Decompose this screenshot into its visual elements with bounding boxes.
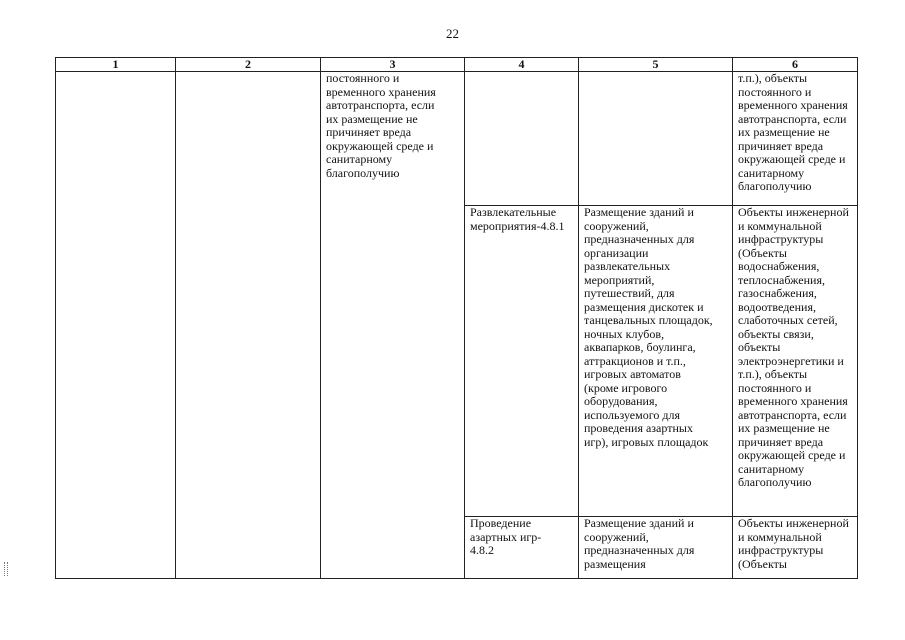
cell-col6 [733,72,858,206]
cell-text: Объекты инженерной и коммунальной инфраструктуры (Объекты [738,516,849,571]
cell-col4 [465,517,579,579]
cell-col5 [579,72,733,206]
cell-col4 [465,72,579,206]
column-header-1: 1 [56,58,176,72]
cell-text: Объекты инженерной и коммунальной инфраструктуры (Объекты водоснабжения, теплоснабжения, газоснабжения, водоотведения, слаботочных сетей, объекты связи, объекты электроэнергетики и т.п.), объекты постоянного и временного хранения автотранспорта, если их размещение не причиняет вреда окружающей среде и санитарному благополучию [738,205,849,489]
cell-text: т.п.), объекты постоянного и временного хранения автотранспорта, если их размещение не причиняет вреда окружающей среде и санитарному благополучию [738,71,848,193]
table-row [56,72,858,206]
margin-scan-mark [4,562,8,576]
cell-col6 [733,206,858,517]
cell-text: Развлекательные мероприятия-4.8.1 [470,205,565,233]
column-header-6: 6 [733,58,858,72]
cell-text: Размещение зданий и сооружений, предназначенных для организации развлекательных мероприятий, путешествий, для размещения дискотек и танцевальных площадок, ночных клубов, аквапарков, боулинга, аттракционов и т.п., игровых автоматов (кроме игрового оборудования, используемого для проведения азартных игр), игровых площадок [584,205,713,449]
document-table [55,57,858,579]
column-header-5: 5 [579,58,733,72]
cell-col4 [465,206,579,517]
column-header-2: 2 [176,58,321,72]
page-number: 22 [446,26,459,41]
header-row [56,58,858,72]
cell-text: Размещение зданий и сооружений, предназначенных для размещения [584,516,695,571]
cell-col3 [321,72,465,579]
cell-col1 [56,72,176,579]
cell-col6 [733,517,858,579]
cell-col2 [176,72,321,579]
column-header-3: 3 [321,58,465,72]
column-header-4: 4 [465,58,579,72]
cell-col5 [579,206,733,517]
cell-text: Проведение азартных игр- 4.8.2 [470,516,542,557]
cell-col5 [579,517,733,579]
cell-text: постоянного и временного хранения автотранспорта, если их размещение не причиняет вреда окружающей среде и санитарному благополучию [326,71,436,180]
